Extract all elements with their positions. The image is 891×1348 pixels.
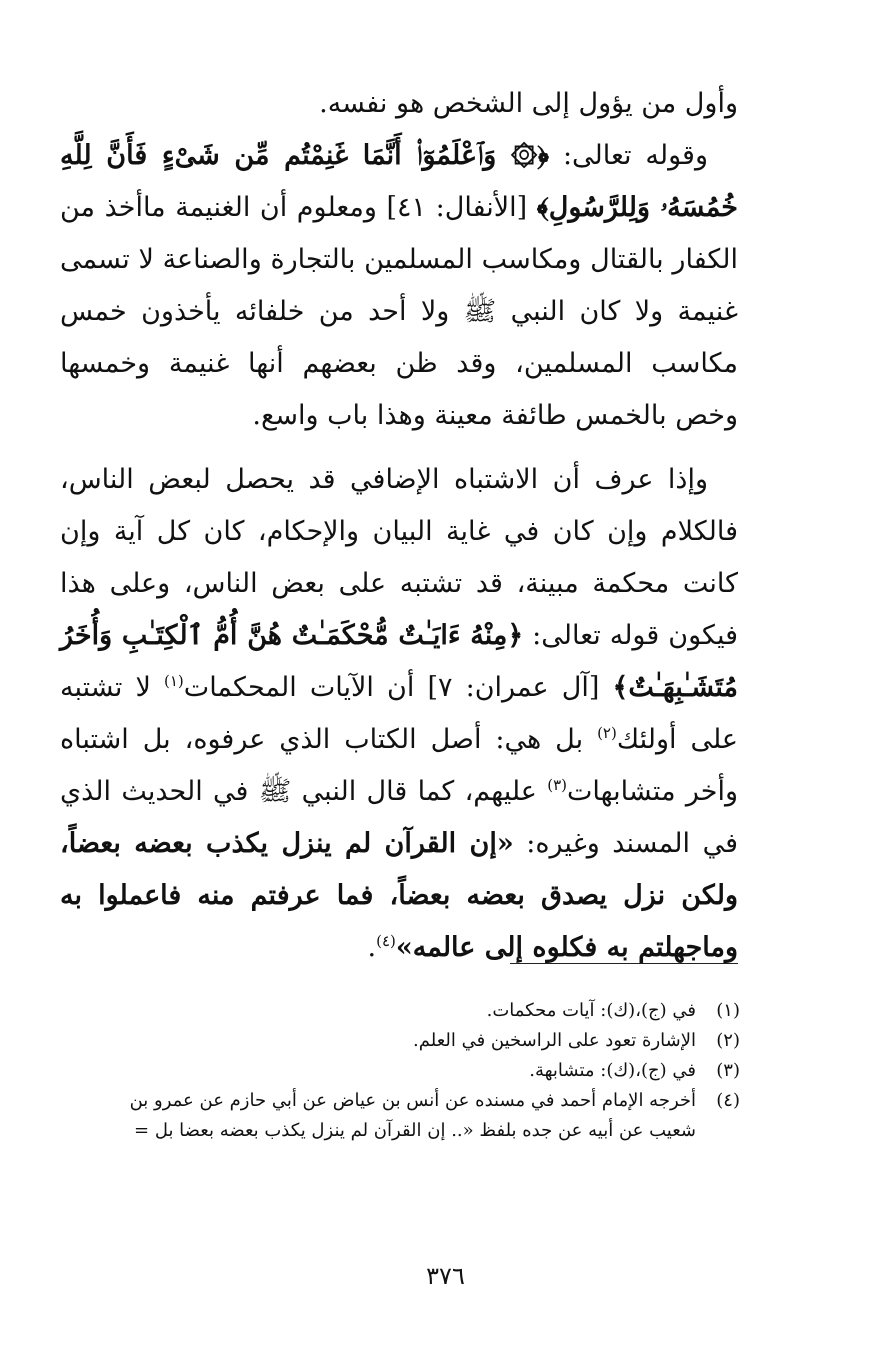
paragraph-2-text-d: عليهم، كما قال النبي ﷺ في الحديث الذي في المسند وغيره: xyxy=(60,776,738,859)
footnote-number: (٣) xyxy=(716,1060,740,1081)
footnote-ref-2[interactable]: (٢) xyxy=(597,724,617,742)
quran-verse-anfal: ﴿۞ وَٱعْلَمُوٓا۟ أَنَّمَا غَنِمْتُم مِّن شَىْءٍ فَأَنَّ لِلَّهِ خُمُسَهُۥ وَلِلرَّسُولِ﴾ xyxy=(60,140,738,223)
paragraph-2-end: . xyxy=(367,932,377,963)
paragraph-2 xyxy=(60,454,738,974)
page-body xyxy=(60,78,738,974)
quran-verse-al-imran: ﴿مِنْهُ ءَايَـٰتٌ مُّحْكَمَـٰتٌ هُنَّ أُمُّ ٱلْكِتَـٰبِ وَأُخَرُ مُتَشَـٰبِهَـٰتٌ﴾ xyxy=(60,620,738,703)
footnote-number: (١) xyxy=(716,1000,740,1021)
footnotes xyxy=(52,996,740,1146)
footnote-2 xyxy=(52,1026,740,1056)
paragraph-1-intro: وقوله تعالى: xyxy=(549,140,708,171)
hadith-quote: «إن القرآن لم ينزل يكذب بعضه بعضاً، ولكن نزل يصدق بعضه بعضاً، فما عرفتم منه فاعملوا به وماجهلتم به فكلوه إلى عالمه» xyxy=(60,828,738,963)
footnote-ref-3[interactable]: (٣) xyxy=(547,776,568,794)
footnote-1 xyxy=(52,996,740,1026)
page-number: ٣٧٦ xyxy=(426,1262,465,1290)
footnote-text: أخرجه الإمام أحمد في مسنده عن أنس بن عياض عن أبي حازم عن عمرو بن xyxy=(129,1090,696,1111)
footnote-text: في (ج)،(ك): آيات محكمات. xyxy=(486,1000,696,1021)
footnote-text: الإشارة تعود على الراسخين في العلم. xyxy=(413,1030,696,1051)
paragraph-2-text-c: بل هي: أصل الكتاب الذي عرفوه، بل اشتباه وأخر متشابهات xyxy=(60,724,738,807)
footnote-divider xyxy=(510,963,738,964)
paragraph-1 xyxy=(60,130,738,442)
paragraph-1-text: [الأنفال: ٤١] ومعلوم أن الغنيمة ماأخذ من الكفار بالقتال ومكاسب المسلمين بالتجارة والصناعة لا تسمى غنيمة ولا كان النبي ﷺ ولا أحد من خلفائه يأخذون خمس مكاسب المسلمين، وقد ظن بعضهم أنها غنيمة وخمسها وخص بالخمس طائفة معينة وهذا باب واسع. xyxy=(60,192,738,431)
main-text xyxy=(60,78,738,974)
paragraph-2-intro: وإذا عرف أن الاشتباه الإضافي قد يحصل لبعض الناس، فالكلام وإن كان في غاية البيان والإحكام، كان كل آية وإن كانت محكمة مبينة، قد تشتبه على بعض الناس، وعلى هذا فيكون قوله تعالى: xyxy=(60,464,738,651)
paragraph-0 xyxy=(60,78,738,130)
footnote-ref-4[interactable]: (٤) xyxy=(376,932,396,950)
paragraph-0-text: وأول من يؤول إلى الشخص هو نفسه. xyxy=(319,88,738,119)
footnote-number: (٤) xyxy=(716,1090,740,1111)
footnote-4-continuation: شعيب عن أبيه عن جده بلفظ «.. إن القرآن لم ينزل يكذب بعضه بعضا بل = xyxy=(134,1120,696,1141)
footnote-3 xyxy=(52,1056,740,1086)
paragraph-2-text-a: [آل عمران: ٧] أن الآيات المحكمات xyxy=(183,672,613,703)
footnote-4 xyxy=(52,1086,740,1116)
paragraph-2-text-b: لا تشتبه على أولئك xyxy=(60,672,738,755)
footnote-ref-1[interactable]: (١) xyxy=(164,672,184,690)
footnote-text: في (ج)،(ك): متشابهة. xyxy=(529,1060,696,1081)
footnote-number: (٢) xyxy=(716,1030,740,1051)
